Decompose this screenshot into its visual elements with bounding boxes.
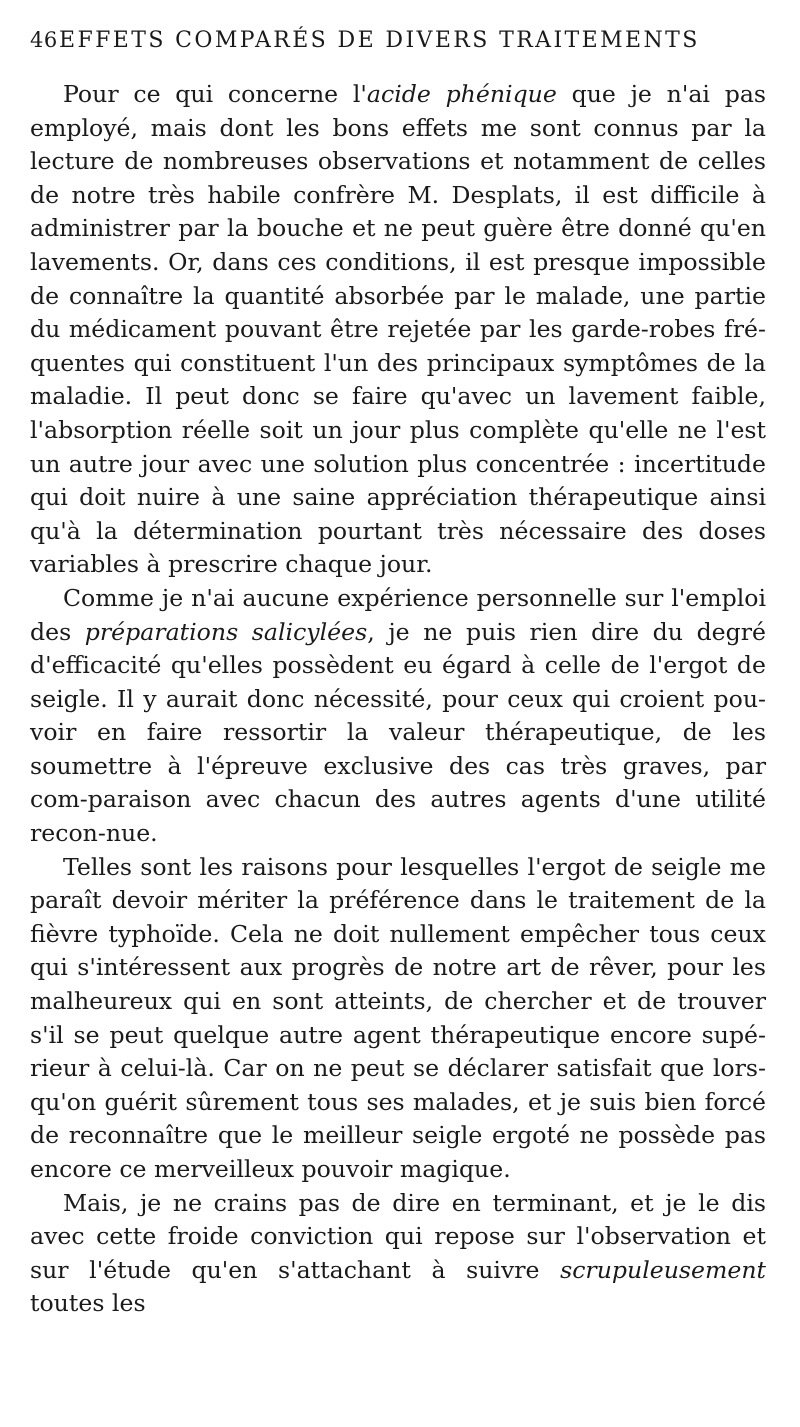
paragraph — [30, 582, 766, 851]
paragraph — [30, 1187, 766, 1321]
text-run: , je ne puis rien dire du degré d'efficacité qu'elles possèdent eu égard à celle de l'ergot de seigle. Il y aurait donc nécessité, pour ceux qui croient pou-voir en faire ressortir la valeur thérapeutique, de les soumettre à l'épreuve exclusive des cas très graves, par com-paraison avec chacun des autres agents d'une utilité recon-nue. — [30, 617, 766, 848]
text-run: Mais, je ne crains pas de dire en terminant, et je le dis avec cette froide conviction qui repose sur l'observation et sur l'étude qu'en s'attachant à suivre — [30, 1188, 766, 1284]
body-text — [30, 78, 766, 1321]
text-run: que je n'ai pas employé, mais dont les bons effets me sont connus par la lecture de nombreuses observations et notamment de celles de notre très habile confrère M. Desplats, il est difficile à administrer par la bouche et ne peut guère être donné qu'en lavements. Or, dans ces conditions, il est presque impossible de connaître la quantité absorbée par le malade, une partie du médicament pouvant être rejetée par les garde-robes fré-quentes qui constituent l'un des principaux symptômes de la maladie. Il peut donc se faire qu'avec un lavement faible, l'absorption réelle soit un jour plus complète qu'elle ne l'est un autre jour avec une solution plus concentrée : incertitude qui doit nuire à une saine appréciation thérapeutique ainsi qu'à la détermination pourtant très nécessaire des doses variables à prescrire chaque jour. — [30, 80, 766, 579]
text-run: Telles sont les raisons pour lesquelles l'ergot de seigle me paraît devoir mériter la préférence dans le traitement de la fièvre typhoïde. Cela ne doit nullement empêcher tous ceux qui s'intéressent aux progrès de notre art de rêver, pour les malheureux qui en sont atteints, de chercher et de trouver s'il se peut quelque autre agent thérapeutique encore supé-rieur à celui-là. Car on ne peut se déclarer satisfait que lors-qu'on guérit sûrement tous ses malades, et je suis bien forcé de reconnaître que le meilleur seigle ergoté ne possède pas encore ce merveilleux pouvoir magique. — [30, 852, 766, 1183]
italic-term: préparations salicylées — [84, 617, 368, 646]
text-run: Comme je n'ai aucune expérience personnelle sur l'emploi des — [30, 583, 766, 646]
running-head: EFFETS COMPARÉS DE DIVERS TRAITEMENTS — [59, 28, 700, 53]
page-number: 46 — [30, 28, 58, 52]
text-run: toutes les — [30, 1289, 146, 1318]
italic-term: acide phénique — [366, 80, 557, 108]
paragraph — [30, 78, 766, 582]
text-run: Pour ce qui concerne l' — [63, 80, 367, 108]
page-header — [30, 28, 770, 68]
italic-term: scrupuleusement — [560, 1255, 766, 1284]
paragraph — [30, 851, 766, 1187]
